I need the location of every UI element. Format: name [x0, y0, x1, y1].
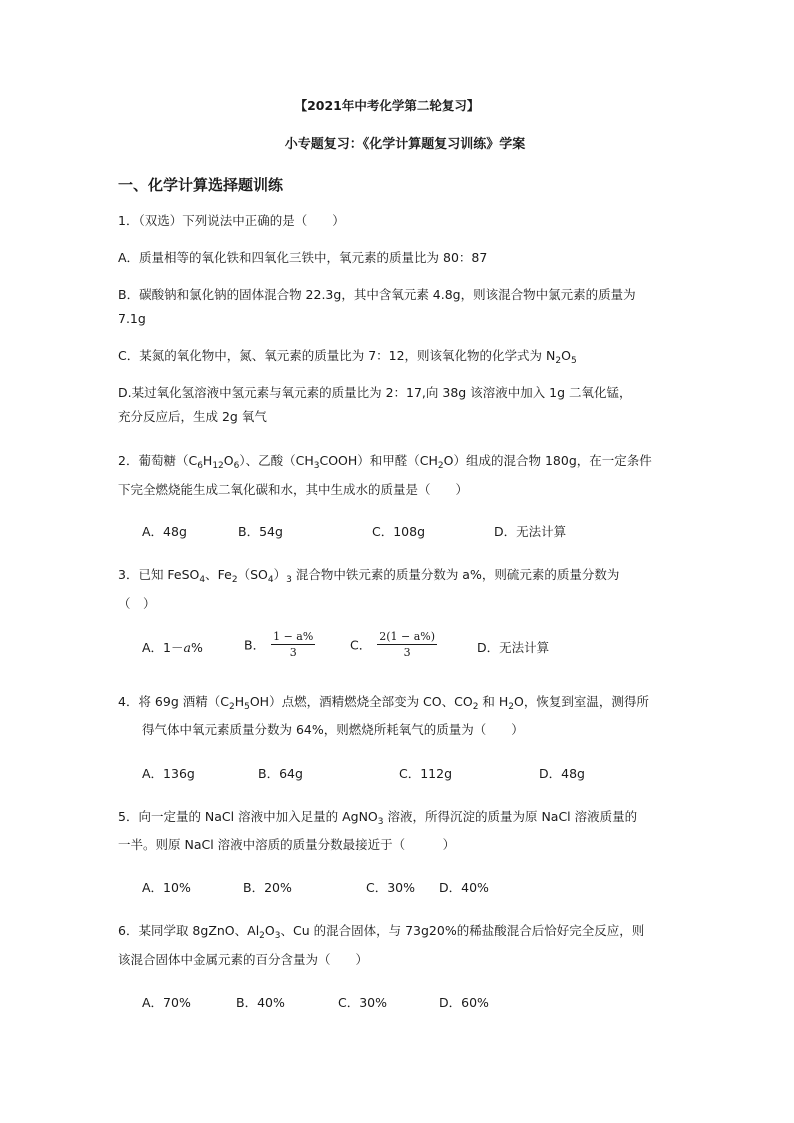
question-1-option-a: A．质量相等的氧化铁和四氧化三铁中，氧元素的质量比为 80：87	[118, 250, 488, 265]
question-6-stem-cont: 该混合固体中金属元素的百分含量为（ ）	[118, 952, 369, 967]
question-5-option-c: C．30%	[366, 880, 416, 895]
question-4-stem-cont: 得气体中氧元素质量分数为 64%，则燃烧所耗氧气的质量为（ ）	[142, 722, 524, 737]
question-5-stem: 5．向一定量的 NaCl 溶液中加入足量的 AgNO$_3$ 溶液，所得沉淀的质量为原 NaCl 溶液质量的	[118, 809, 638, 827]
question-4-stem: 4．将 69g 酒精$(C_2H_5OH)$点燃，酒精燃烧全部变为 CO、$CO_2$ 和 $H_2O$，恢复到室温，测得所	[118, 694, 649, 712]
question-2-option-d: D．无法计算	[494, 524, 567, 539]
question-5-option-a: A．10%	[142, 880, 191, 895]
question-6-stem: 6．某同学取 8gZnO、$Al_2O_3$、Cu 的混合固体，与 73g20%的稀盐酸混合后恰好完全反应，则	[118, 923, 645, 941]
question-5-option-d: D．40%	[439, 880, 489, 895]
question-2-stem: 2．葡萄糖$(C_6H_{12}O_6)$、乙酸$(CH_3COOH)$和甲醛$(CH_2O)$组成的混合物 180g，在一定条件	[118, 453, 652, 471]
question-4-option-b: B．64g	[258, 766, 303, 781]
question-1-option-b-cont: 7.1g	[118, 311, 146, 326]
question-2-option-b: B．54g	[238, 524, 283, 539]
question-6-option-c: C．30%	[338, 995, 388, 1010]
question-2-option-c: C．108g	[372, 524, 426, 539]
question-4-option-d: D．48g	[539, 766, 585, 781]
question-1-option-c: C．某氮的氧化物中，氮、氧元素的质量比为 7：12，则该氧化物的化学式为 $N_2O_5$	[118, 348, 577, 366]
doc-subtitle: 小专题复习：《化学计算题复习训练》学案	[284, 137, 526, 152]
question-5-stem-cont: 一半。则原 NaCl 溶液中溶质的质量分数最接近于（ ）	[118, 837, 456, 852]
question-5-option-b: B．20%	[243, 880, 292, 895]
question-4-option-c: C．112g	[399, 766, 453, 781]
question-3-stem: 3．已知 FeSO$_4$、$Fe_2(SO_4)_3$ 混合物中铁元素的质量分数为 a%，则硫元素的质量分数为	[118, 567, 620, 585]
question-3-option-d: D．无法计算	[477, 640, 550, 655]
question-2-stem-cont: 下完全燃烧能生成二氧化碳和水，其中生成水的质量是（ ）	[118, 482, 469, 497]
question-6-option-b: B．40%	[236, 995, 285, 1010]
question-4-option-a: A．136g	[142, 766, 195, 781]
question-1-option-d-cont: 充分反应后，生成 2g 氧气	[118, 409, 267, 424]
question-6-option-a: A．70%	[142, 995, 191, 1010]
fraction-c: $\frac{2(1 - a\%)}{3}$	[379, 630, 436, 659]
question-3-option-a: A．1－a%	[142, 640, 203, 655]
doc-title: 【2021年中考化学第二轮复习】	[294, 98, 480, 113]
section-heading: 一、化学计算选择题训练	[118, 176, 284, 194]
question-1-stem: 1．（双选）下列说法中正确的是（ ）	[118, 213, 345, 228]
question-6-option-d: D．60%	[439, 995, 489, 1010]
question-3-stem-cont: （ ）	[118, 596, 156, 611]
question-3-option-b: B． $\frac{1 - a\%}{3}$	[244, 630, 314, 659]
question-3-option-c: C． $\frac{2(1 - a\%)}{3}$	[350, 630, 436, 659]
question-1-option-d: D.某过氧化氢溶液中氢元素与氧元素的质量比为 2：17,向 38g 该溶液中加入 1g 二氧化锰，	[118, 385, 632, 400]
fraction-b: $\frac{1 - a\%}{3}$	[273, 630, 314, 659]
question-2-option-a: A．48g	[142, 524, 187, 539]
question-1-option-b: B．碳酸钠和氯化钠的固体混合物 22.3g，其中含氧元素 4.8g，则该混合物中氯元素的质量为	[118, 287, 636, 302]
